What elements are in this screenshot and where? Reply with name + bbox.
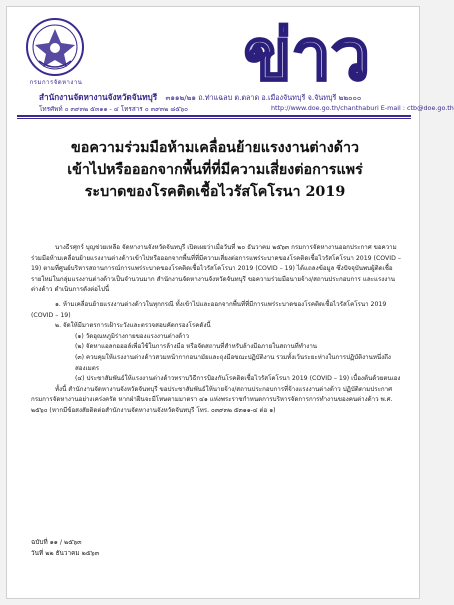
body-item-1: ๑. ห้ามเคลื่อนย้ายแรงงานต่างด้าวในทุกกรณี ทั้งเข้าไปและออกจากพื้นที่ที่มีการแพร่ระบาดของโรคติดเชื้อไวรัสโคโรนา 2019 (COVID – 19) (31, 300, 387, 319)
header-org-line (39, 91, 419, 104)
news-release-page (6, 6, 454, 599)
issue-number: ฉบับที่ ๑๑ / ๒๕๖๓ (31, 538, 82, 546)
org-name: สำนักงานจัดหางานจังหวัดจันทบุรี (39, 92, 158, 102)
body-paragraph-2: ทั้งนี้ สำนักงานจัดหางานจังหวัดจันทบุรี ขอประชาสัมพันธ์ให้นายจ้าง/สถานประกอบการที่จ้างแรงงานต่างด้าว ปฏิบัติตามประกาศกรมการจัดหางานอย่างเคร่งครัด หากฝ่าฝืนจะมีโทษตามมาตรา ๔๑ แห่งพระราชกำหนดการบริหารจัดการการทำงานของคนต่างด้าว พ.ศ. ๒๕๖๐ (หากมีข้อสงสัยติดต่อสำนักงานจัดหางานจังหวัดจันทบุรี โทร. ๐๓๙๓๒ ๕๓๑๑-๔ ต่อ ๑) (31, 385, 393, 414)
header-contact-line (39, 104, 454, 114)
header-rule (17, 115, 411, 117)
news-title: ข่าว (243, 14, 371, 96)
body-subitem-1: (๑) วัดอุณหภูมิร่างกายของแรงงานต่างด้าว (75, 332, 190, 340)
headline-line-2: เข้าไปหรือออกจากพื้นที่ที่มีความเสี่ยงต่อการแพร่ (67, 162, 363, 178)
footer (31, 537, 99, 559)
department-seal-icon (25, 17, 85, 77)
issue-date: วันที่ ๒๒ ธันวาคม ๒๕๖๓ (31, 549, 100, 557)
body-paragraph-1: นางธีรศุกร์ บุญช่วยเหลือ จัดหางานจังหวัดจันทบุรี เปิดเผยว่าเมื่อวันที่ ๒๐ ธันวาคม ๒๕๖๓ กรมการจัดหางานออกประกาศ ขอความร่วมมือห้ามเคลื่อนย้ายแรงงานต่างด้าวเข้าไปหรือออกจากพื้นที่ที่มีความเสี่ยงต่อการแพร่ระบาดของโรคติดเชื้อไวรัสโคโรนา 2019 (COVID – 19) ตามที่ศูนย์บริหารสถานการณ์การแพร่ระบาดของโรคติดเชื้อไวรัสโคโรนา 2019 (COVID – 19) ได้แถลงข้อมูล ซึ่งปัจจุบันพบผู้ติดเชื้อรายใหม่ในกลุ่มแรงงานต่างด้าวเป็นจำนวนมาก สำนักงานจัดหางานจังหวัดจันทบุรี ขอความร่วมมือนายจ้าง/สถานประกอบการ และแรงงานต่างด้าว ดำเนินการดังต่อไปนี้ (31, 244, 401, 294)
org-address: ๓๑๑๒/๒๑ ถ.ท่าแฉลบ ต.ตลาด อ.เมืองจันทบุรี จ.จันทบุรี ๒๒๐๐๐ (165, 93, 362, 102)
body-subitem-2: (๒) จัดหาแอลกอฮอล์เพื่อใช้ในการล้างมือ หรือจัดสถานที่สำหรับล้างมือภายในสถานที่ทำงาน (75, 343, 318, 351)
headline-line-3: ระบาดของโรคติดเชื้อไวรัสโคโรนา 2019 (84, 184, 346, 200)
org-contact: โทรศัพท์ ๐ ๓๙๓๒ ๕๓๑๑ - ๔ โทรสาร ๐ ๓๙๓๒ ๘๕๖๐ (39, 105, 189, 113)
body-item-2: ๒. จัดให้มีมาตรการเฝ้าระวังและตรวจสอบคัดกรองโรคดังนี้ (55, 322, 211, 330)
news-title-graphic (212, 7, 402, 95)
header-rule-thin (17, 118, 411, 119)
body-subitem-3: (๓) ควบคุมให้แรงงานต่างด้าวสวมหน้ากากอนามัยและถุงมือขณะปฏิบัติงาน รวมทั้งเว้นระยะห่างในการปฏิบัติงานหนึ่งถึงสองเมตร (75, 353, 391, 372)
article-body (31, 243, 401, 417)
logo-caption: กรมการจัดหางาน (29, 79, 83, 86)
headline-line-1: ขอความร่วมมือห้ามเคลื่อนย้ายแรงงานต่างด้าว (70, 140, 360, 156)
org-web: http://www.doe.go.th/chanthaburi E-mail : ctb@doe.go.th (271, 104, 454, 112)
body-subitem-4: (๔) ประชาสัมพันธ์ให้แรงงานต่างด้าวทราบวิธีการป้องกันโรคติดเชื้อไวรัสโคโรนา 2019 (COVID – 19) เบื้องต้นด้วยตนเอง (75, 375, 401, 383)
headline (29, 137, 401, 203)
